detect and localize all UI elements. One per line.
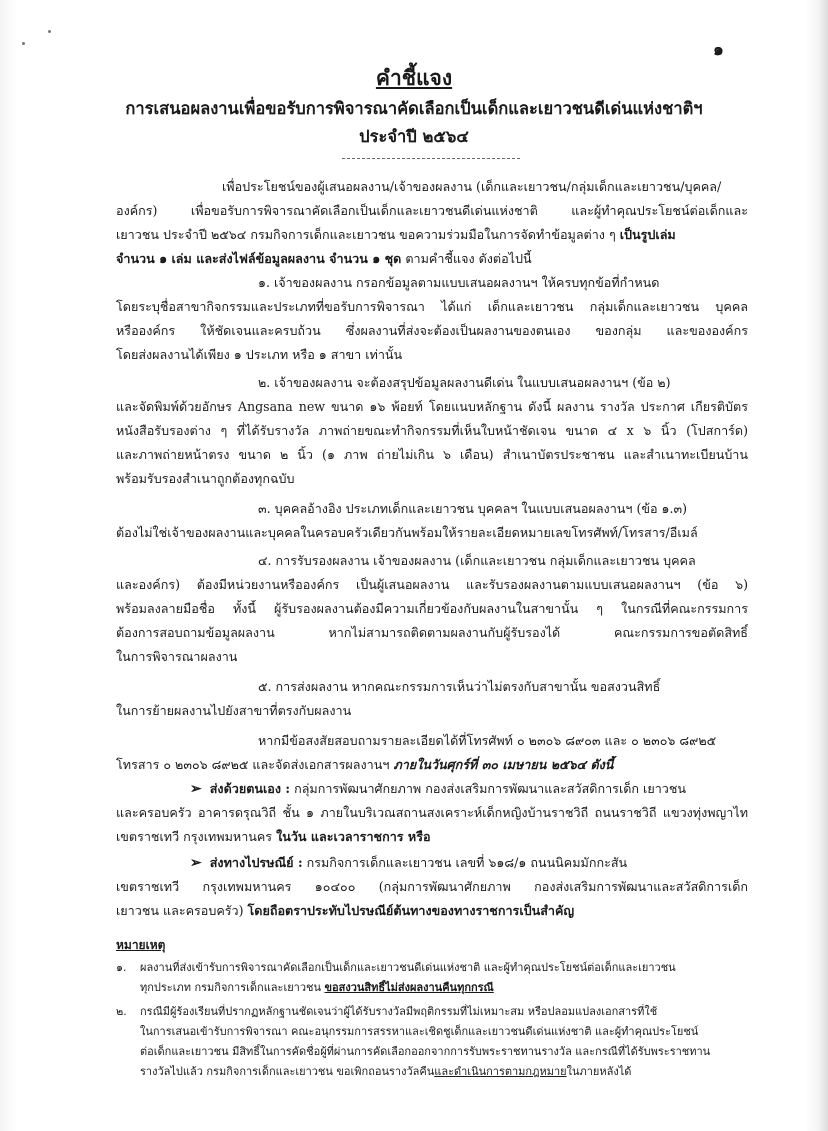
post-delivery-line-1: ➢ ส่งทางไปรษณีย์ : กรมกิจการเด็กและเยาวชน เลขที่ ๖๑๘/๑ ถนนนิคมมักกะสัน — [190, 855, 628, 871]
item-2-line-1: ๒. เจ้าของผลงาน จะต้องสรุปข้อมูลผลงานดีเด่น ในแบบเสนอผลงานฯ (ข้อ ๒) — [258, 375, 671, 390]
item-5-line-2: ในการย้ายผลงานไปยังสาขาที่ตรงกับผลงาน — [116, 703, 352, 718]
document-subtitle: การเสนอผลงานเพื่อขอรับการพิจารณาคัดเลือกเป็นเด็กและเยาวชนดีเด่นแห่งชาติฯ — [125, 99, 703, 118]
item-3-line-2: ต้องไม่ใช่เจ้าของผลงานและบุคคลในครอบครัวเดียวกันพร้อมให้รายละเอียดหมายเลขโทรศัพท์/โทรสาร/อีเมล์ — [116, 525, 698, 540]
item-1-line-3: หรือองค์กร ให้ชัดเจนและครบถ้วน ซึ่งผลงานที่ส่งจะต้องเป็นผลงานของตนเอง ของกลุ่ม และขององค์กร — [116, 323, 748, 338]
item-3-line-1: ๓. บุคคลอ้างอิง ประเภทเด็กและเยาวชน บุคคลฯ ในแบบเสนอผลงานฯ (ข้อ ๑.๓) — [258, 501, 688, 516]
page-number: ๑ — [713, 40, 724, 60]
hand-delivery-line-1: ➢ ส่งด้วยตนเอง : กลุ่มการพัฒนาศักยภาพ กองส่งเสริมการพัฒนาและสวัสดิการเด็ก เยาวชน — [190, 781, 687, 797]
item-1-line-4: โดยส่งผลงานได้เพียง ๑ ประเภท หรือ ๑ สาขา เท่านั้น — [116, 347, 403, 362]
item-4-line-4: ต้องการสอบถามข้อมูลผลงาน หากไม่สามารถติดตามผลงานกับผู้รับรองได้ คณะกรรมการขอตัดสิทธิ์ — [116, 625, 748, 640]
intro-line-4: จำนวน ๑ เล่ม และส่งไฟล์ข้อมูลผลงาน จำนวน ๑ ชุด ตามคำชี้แจง ดังต่อไปนี้ — [116, 251, 532, 266]
item-1-line-2: โดยระบุชื่อสาขากิจกรรมและประเภทที่ขอรับการพิจารณา ได้แก่ เด็กและเยาวชน กลุ่มเด็กและเยาวชน บุคคล — [116, 299, 748, 314]
item-2-line-3: หนังสือรับรองต่าง ๆ ที่ได้รับรางวัล ภาพถ่ายขณะทำกิจกรรมที่เห็นใบหน้าชัดเจน ขนาด ๔ x ๖ นิ้ว (โปสการ์ด) — [116, 423, 748, 438]
note-2-line-4: รางวัลไปแล้ว กรมกิจการเด็กและเยาวชน ขอเพิกถอนรางวัลคืนและดำเนินการตามกฎหมายในภายหลังได้ — [140, 1065, 632, 1078]
item-5-line-1: ๕. การส่งผลงาน หากคณะกรรมการเห็นว่าไม่ตรงกับสาขานั้น ขอสงวนสิทธิ์ — [258, 679, 661, 694]
note-1-line-2: ทุกประเภท กรมกิจการเด็กและเยาวชน ขอสงวนสิทธิ์ไม่ส่งผลงานคืนทุกกรณี — [140, 981, 494, 994]
item-4-line-1: ๔. การรับรองผลงาน เจ้าของผลงาน (เด็กและเยาวชน กลุ่มเด็กและเยาวชน บุคคล — [258, 553, 696, 568]
hand-delivery-line-2: และครอบครัว อาคารดรุณวิถี ชั้น ๑ ภายในบริเวณสถานสงเคราะห์เด็กหญิงบ้านราชวิถี ถนนราชวิถี แขวงทุ่งพญาไท — [116, 805, 748, 820]
speck — [22, 42, 25, 45]
post-delivery-label: ส่งทางไปรษณีย์ : — [209, 855, 303, 870]
item-4-line-2: และองค์กร) ต้องมีหน่วยงานหรือองค์กร เป็นผู้เสนอผลงาน และรับรองผลงานตามแบบเสนอผลงานฯ (ข้อ ๖) — [116, 577, 748, 592]
intro-line-3: เยาวชน ประจำปี ๒๕๖๔ กรมกิจการเด็กและเยาวชน ขอความร่วมมือในการจัดทำข้อมูลต่าง ๆ เป็นรูปเล่ม — [116, 227, 676, 242]
arrow-bullet-icon: ➢ — [190, 781, 202, 797]
note-2-number: ๒. — [116, 1005, 127, 1018]
post-delivery-line-2: เขตราชเทวี กรุงเทพมหานคร ๑๐๔๐๐ (กลุ่มการพัฒนาศักยภาพ กองส่งเสริมการพัฒนาและสวัสดิการเด็ก — [116, 879, 748, 894]
page-edge-shadow — [818, 0, 828, 1131]
intro-line-1: เพื่อประโยชน์ของผู้เสนอผลงาน/เจ้าของผลงาน (เด็กและเยาวชน/กลุ่มเด็กและเยาวชน/บุคคล/ — [222, 179, 722, 194]
item-2-line-2: และจัดพิมพ์ด้วยอักษร Angsana new ขนาด ๑๖ พ้อยท์ โดยแนบหลักฐาน ดังนี้ ผลงาน รางวัล ประกาศ เกียรติบัตร — [116, 399, 748, 414]
intro-line-2: องค์กร) เพื่อขอรับการพิจารณาคัดเลือกเป็นเด็กและเยาวชนดีเด่นแห่งชาติ และผู้ทำคุณประโยชน์ต่อเด็กและ — [116, 203, 748, 218]
document-year: ประจำปี ๒๕๖๔ — [359, 127, 469, 146]
item-2-line-5: พร้อมรับรองสำเนาถูกต้องทุกฉบับ — [116, 471, 295, 486]
document-title: คำชี้แจง — [375, 65, 453, 90]
note-2-line-1: กรณีมีผู้ร้องเรียนที่ปรากฏหลักฐานชัดเจนว่าผู้ได้รับรางวัลมีพฤติกรรมที่ไม่เหมาะสม หรือปลอมแปลงเอกสารที่ใช้ — [140, 1005, 658, 1018]
note-1-line-1: ผลงานที่ส่งเข้ารับการพิจารณาคัดเลือกเป็นเด็กและเยาวชนดีเด่นแห่งชาติ และผู้ทำคุณประโยชน์ต่อเด็กและเยาวชน — [140, 961, 676, 974]
speck — [48, 30, 51, 33]
note-2-line-2: ในการเสนอเข้ารับการพิจารณา คณะอนุกรรมการสรรหาและเชิดชูเด็กและเยาวชนดีเด่นแห่งชาติ และผู้ทำคุณประโยชน์ — [140, 1025, 699, 1038]
arrow-bullet-icon: ➢ — [190, 855, 202, 871]
notes-heading: หมายเหตุ — [116, 938, 166, 952]
hand-delivery-line-3: เขตราชเทวี กรุงเทพมหานคร ในวัน และเวลาราชการ หรือ — [116, 829, 431, 844]
contact-line-2: โทรสาร ๐ ๒๓๐๖ ๘๙๒๕ และจัดส่งเอกสารผลงานฯ ภายในวันศุกร์ที่ ๓๐ เมษายน ๒๕๖๔ ดังนี้ — [116, 757, 614, 772]
item-2-line-4: และภาพถ่ายหน้าตรง ขนาด ๒ นิ้ว (๑ ภาพ ถ่ายไม่เกิน ๖ เดือน) สำเนาบัตรประชาชน และสำเนาทะเบียนบ้าน — [116, 447, 748, 462]
item-1-line-1: ๑. เจ้าของผลงาน กรอกข้อมูลตามแบบเสนอผลงานฯ ให้ครบทุกข้อที่กำหนด — [258, 275, 660, 290]
note-1-number: ๑. — [116, 961, 127, 974]
hand-delivery-label: ส่งด้วยตนเอง : — [209, 781, 291, 796]
post-delivery-line-3: เยาวชน และครอบครัว) โดยถือตราประทับไปรษณีย์ต้นทางของทางราชการเป็นสำคัญ — [116, 903, 575, 918]
divider — [342, 158, 520, 159]
note-2-line-3: ต่อเด็กและเยาวชน มีสิทธิ์ในการคัดชื่อผู้ที่ผ่านการคัดเลือกออกจากการรับพระราชทานรางวัล และกรณีที่ได้รับพระราชทาน — [140, 1045, 711, 1058]
item-4-line-5: ในการพิจารณาผลงาน — [116, 649, 238, 664]
item-4-line-3: พร้อมลงลายมือชื่อ ทั้งนี้ ผู้รับรองผลงานต้องมีความเกี่ยวข้องกับผลงานในสาขานั้น ๆ ในกรณีที่คณะกรรมการ — [116, 601, 748, 616]
contact-line-1: หากมีข้อสงสัยสอบถามรายละเอียดได้ที่โทรศัพท์ ๐ ๒๓๐๖ ๘๙๐๓ และ ๐ ๒๓๐๖ ๘๙๒๕ — [258, 733, 717, 748]
